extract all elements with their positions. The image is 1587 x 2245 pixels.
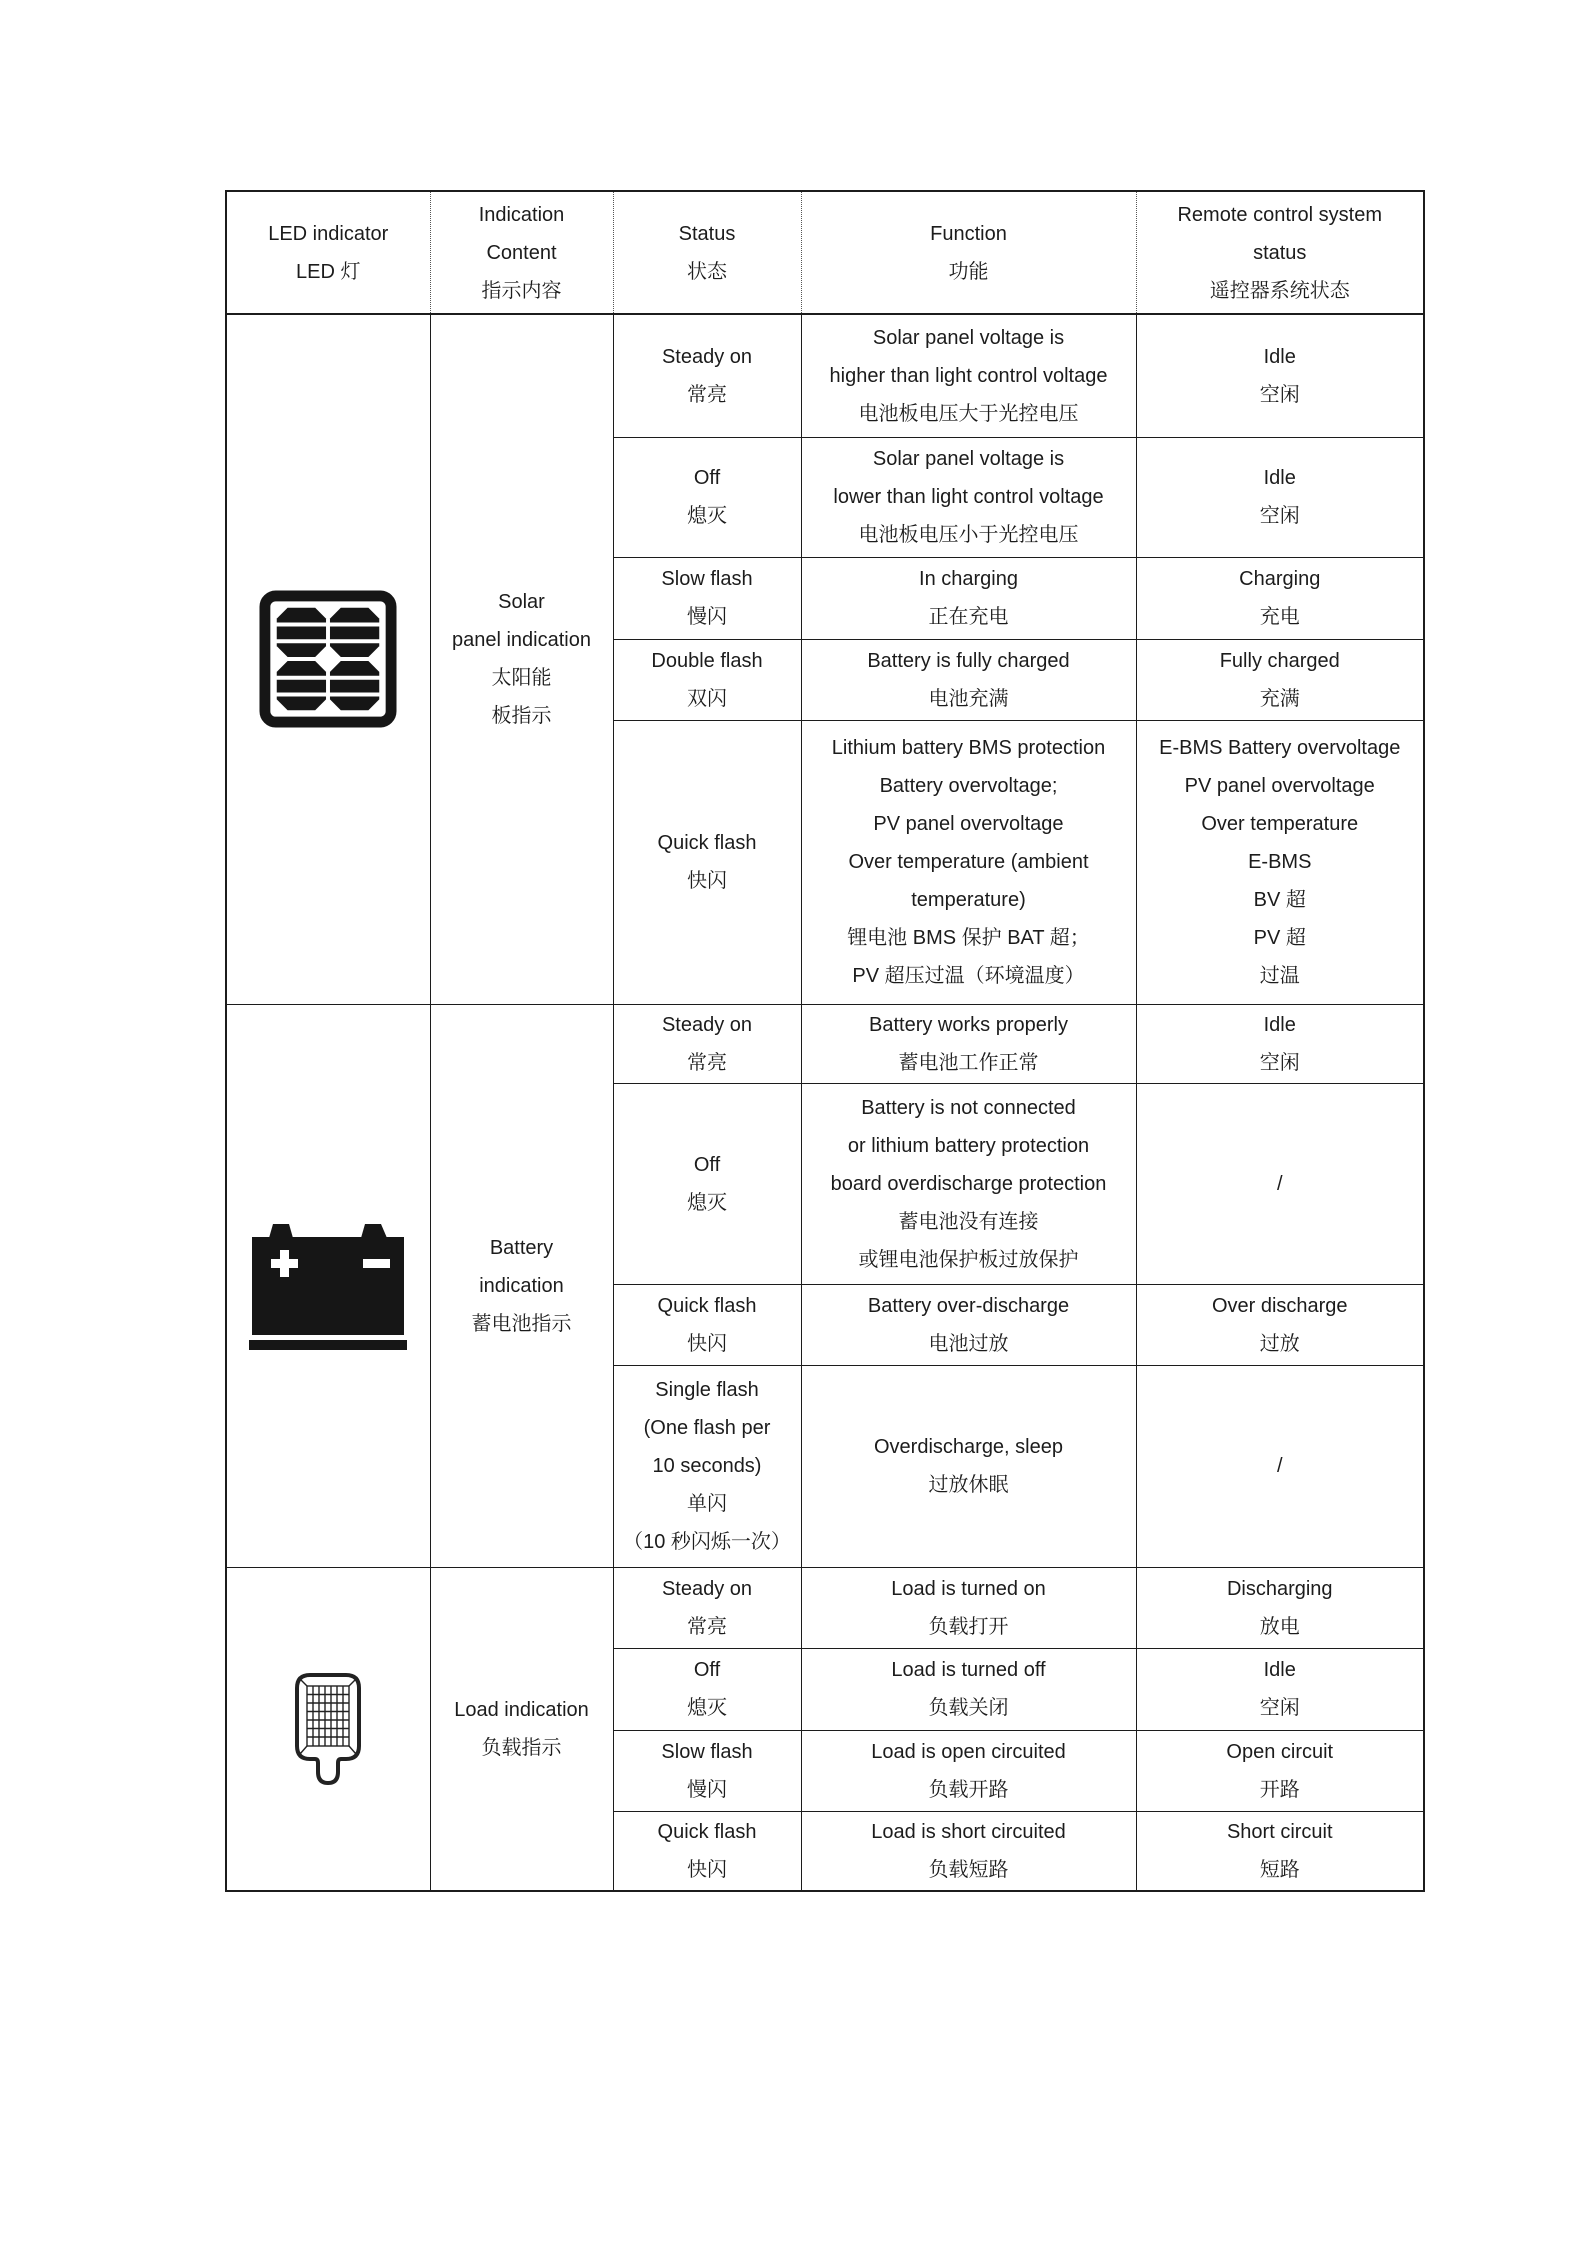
remote-status-cell: Over discharge 过放	[1136, 1284, 1424, 1365]
solar-panel-icon	[259, 590, 397, 728]
function-cell: Solar panel voltage is lower than light control voltage 电池板电压小于光控电压	[801, 437, 1136, 557]
status-cell: Steady on 常亮	[613, 1004, 801, 1083]
solar-icon-cell	[226, 314, 430, 1004]
function-cell: Load is turned on 负载打开	[801, 1567, 1136, 1648]
status-cell: Double flash 双闪	[613, 639, 801, 720]
header-remote-status: Remote control system status 遥控器系统状态	[1136, 191, 1424, 314]
status-cell: Steady on 常亮	[613, 314, 801, 437]
remote-status-cell: Short circuit 短路	[1136, 1811, 1424, 1891]
status-cell: Quick flash 快闪	[613, 1284, 801, 1365]
remote-status-cell: Idle 空闲	[1136, 314, 1424, 437]
function-cell: Load is short circuited 负载短路	[801, 1811, 1136, 1891]
led-indicator-table	[225, 190, 1425, 1892]
header-led-indicator: LED indicator LED 灯	[226, 191, 430, 314]
battery-section-label: Battery indication 蓄电池指示	[430, 1004, 613, 1567]
status-cell: Quick flash 快闪	[613, 720, 801, 1004]
status-cell: Off 熄灭	[613, 437, 801, 557]
battery-icon-cell	[226, 1004, 430, 1567]
remote-status-cell: Discharging 放电	[1136, 1567, 1424, 1648]
table-row	[226, 1004, 1424, 1083]
table-row	[226, 314, 1424, 437]
remote-status-cell: /	[1136, 1365, 1424, 1567]
remote-status-cell: Fully charged 充满	[1136, 639, 1424, 720]
remote-status-cell: Open circuit 开路	[1136, 1730, 1424, 1811]
battery-icon	[249, 1222, 407, 1350]
table-row	[226, 1567, 1424, 1648]
load-icon-cell	[226, 1567, 430, 1891]
header-row	[226, 191, 1424, 314]
header-indication-content: Indication Content 指示内容	[430, 191, 613, 314]
status-cell: Slow flash 慢闪	[613, 557, 801, 639]
remote-status-cell: /	[1136, 1083, 1424, 1284]
status-cell: Steady on 常亮	[613, 1567, 801, 1648]
remote-status-cell: E-BMS Battery overvoltage PV panel overvoltage Over temperature E-BMS BV 超 PV 超 过温	[1136, 720, 1424, 1004]
status-cell: Quick flash 快闪	[613, 1811, 801, 1891]
remote-status-cell: Charging 充电	[1136, 557, 1424, 639]
remote-status-cell: Idle 空闲	[1136, 1648, 1424, 1730]
function-cell: Battery is not connected or lithium battery protection board overdischarge protection 蓄电池没有连接 或锂电池保护板过放保护	[801, 1083, 1136, 1284]
function-cell: Load is turned off 负载关闭	[801, 1648, 1136, 1730]
solar-section-label: Solar panel indication 太阳能 板指示	[430, 314, 613, 1004]
status-cell: Slow flash 慢闪	[613, 1730, 801, 1811]
function-cell: Load is open circuited 负载开路	[801, 1730, 1136, 1811]
load-section-label: Load indication 负载指示	[430, 1567, 613, 1891]
street-lamp-icon	[295, 1673, 361, 1785]
function-cell: Battery over-discharge 电池过放	[801, 1284, 1136, 1365]
header-function: Function 功能	[801, 191, 1136, 314]
function-cell: Battery is fully charged 电池充满	[801, 639, 1136, 720]
remote-status-cell: Idle 空闲	[1136, 437, 1424, 557]
status-cell: Single flash (One flash per 10 seconds) 单闪 （10 秒闪烁一次）	[613, 1365, 801, 1567]
function-cell: Overdischarge, sleep 过放休眠	[801, 1365, 1136, 1567]
function-cell: Battery works properly 蓄电池工作正常	[801, 1004, 1136, 1083]
function-cell: In charging 正在充电	[801, 557, 1136, 639]
remote-status-cell: Idle 空闲	[1136, 1004, 1424, 1083]
header-status: Status 状态	[613, 191, 801, 314]
function-cell: Solar panel voltage is higher than light control voltage 电池板电压大于光控电压	[801, 314, 1136, 437]
function-cell: Lithium battery BMS protection Battery overvoltage; PV panel overvoltage Over temperature (ambient temperature) 锂电池 BMS 保护 BAT 超； PV 超压过温（环境温度）	[801, 720, 1136, 1004]
status-cell: Off 熄灭	[613, 1648, 801, 1730]
status-cell: Off 熄灭	[613, 1083, 801, 1284]
